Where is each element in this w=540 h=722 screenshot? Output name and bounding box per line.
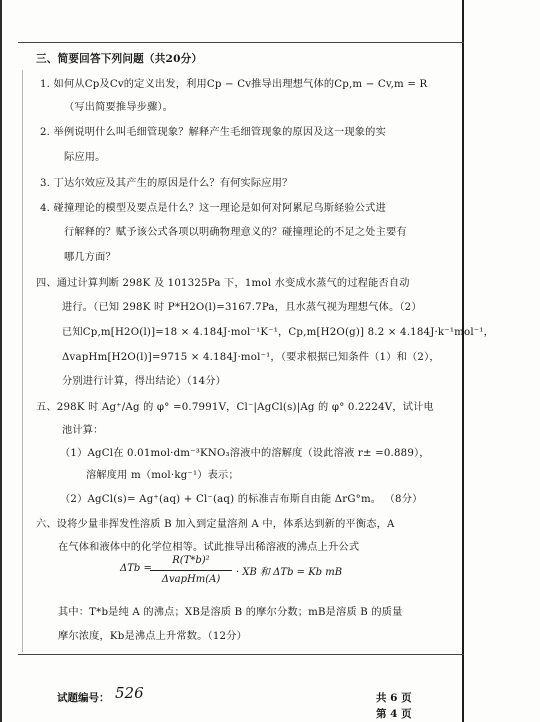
s5-line-4: 溶解度用 m（mol·kg⁻¹）表示；	[86, 470, 239, 481]
bottom-rule	[18, 654, 464, 655]
s6-line-2: 在气体和液体中的化学位相等。试此推导出稀溶液的沸点上升公式	[58, 542, 360, 553]
binding-border-line	[462, 0, 464, 722]
s5-line-1: 五、298K 时 Ag⁺/Ag 的 φ° =0.7991V，Cl⁻|AgCl(s)|Ag 的 φ° 0.2224V，试计电	[36, 402, 434, 413]
s4-line-3: 已知Cp,m[H2O(l)]=18 × 4.184J·mol⁻¹K⁻¹，Cp,m[H2O(g)] 8.2 × 4.184J·k⁻¹mol⁻¹，	[62, 327, 495, 338]
s5-line-5: （2）AgCl(s)= Ag⁺(aq) + Cl⁻(aq) 的标准吉布斯自由能 ΔrG°m。 （8分）	[60, 494, 423, 505]
q4-line-3: 哪几方面？	[64, 252, 116, 263]
margin-guide-line	[22, 70, 23, 652]
section-heading: 三、简要回答下列问题（共20分）	[36, 53, 203, 65]
exam-id-label: 试题编号：	[57, 692, 110, 704]
q3-line-1: 3. 丁达尔效应及其产生的原因是什么？有何实际应用？	[40, 178, 293, 189]
s4-line-2: 进行。（已知 298K 时 P*H2O(l)=3167.7Pa，且水蒸气视为理想气体。（2）	[62, 302, 422, 313]
q2-line-2: 际应用。	[64, 152, 106, 163]
s4-line-4: ΔvapHm[H2O(l)]=9715 × 4.184J·mol⁻¹，（要求根据已知条件（1）和（2），	[62, 352, 440, 363]
s6-line-4: 摩尔浓度，Kb是沸点上升常数。（12分）	[58, 631, 247, 642]
formula-fraction	[150, 554, 232, 587]
exam-id-value: 526	[115, 684, 144, 702]
scan-left-edge	[0, 0, 2, 722]
top-rule	[18, 42, 464, 43]
formula-rhs: · XB 和 ΔTb = Kb mB	[236, 567, 343, 578]
boiling-point-formula	[120, 554, 400, 594]
s5-line-2: 池计算：	[62, 425, 104, 436]
formula-numerator: R(T*b)²	[150, 554, 232, 571]
formula-lhs: ΔTb =	[120, 563, 152, 574]
s6-line-3: 其中：T*b是纯 A 的沸点；XB是溶质 B 的摩尔分数；mB是溶质 B 的质量	[58, 607, 403, 618]
q2-line-1: 2. 举例说明什么叫毛细管现象？解释产生毛细管现象的原因及这一现象的实	[40, 127, 386, 138]
s6-line-1: 六、设将少量非挥发性溶质 B 加入到定量溶剂 A 中，体系达到新的平衡态，A	[36, 519, 395, 530]
s4-line-1: 四、通过计算判断 298K 及 101325Pa 下，1mol 水变成水蒸气的过程能否自动	[36, 278, 410, 289]
q4-line-1: 4. 碰撞理论的模型及要点是什么？这一理论是如何对阿累尼乌斯経验公式进	[40, 203, 386, 214]
total-pages: 共 6 页	[376, 692, 412, 704]
q4-line-2: 行解释的？赋予该公式各项以明确物理意义的？碰撞理论的不足之处主要有	[64, 227, 407, 238]
q1-line-1: 1. 如何从Cp及Cv的定义出发，利用Cp − Cv推导出理想气体的Cp,m − Cv,m = R	[40, 79, 428, 90]
s4-line-5: 分别进行计算，得出结论）（14分）	[62, 376, 227, 387]
q1-line-2: （写出简要推导步骤）。	[64, 102, 174, 113]
current-page: 第 4 页	[376, 708, 412, 720]
formula-denominator: ΔvapHm(A)	[161, 574, 221, 585]
s5-line-3: （1）AgCl在 0.01mol·dm⁻³KNO₃溶液中的溶解度（设此溶液 r± =0.889），	[60, 448, 430, 459]
